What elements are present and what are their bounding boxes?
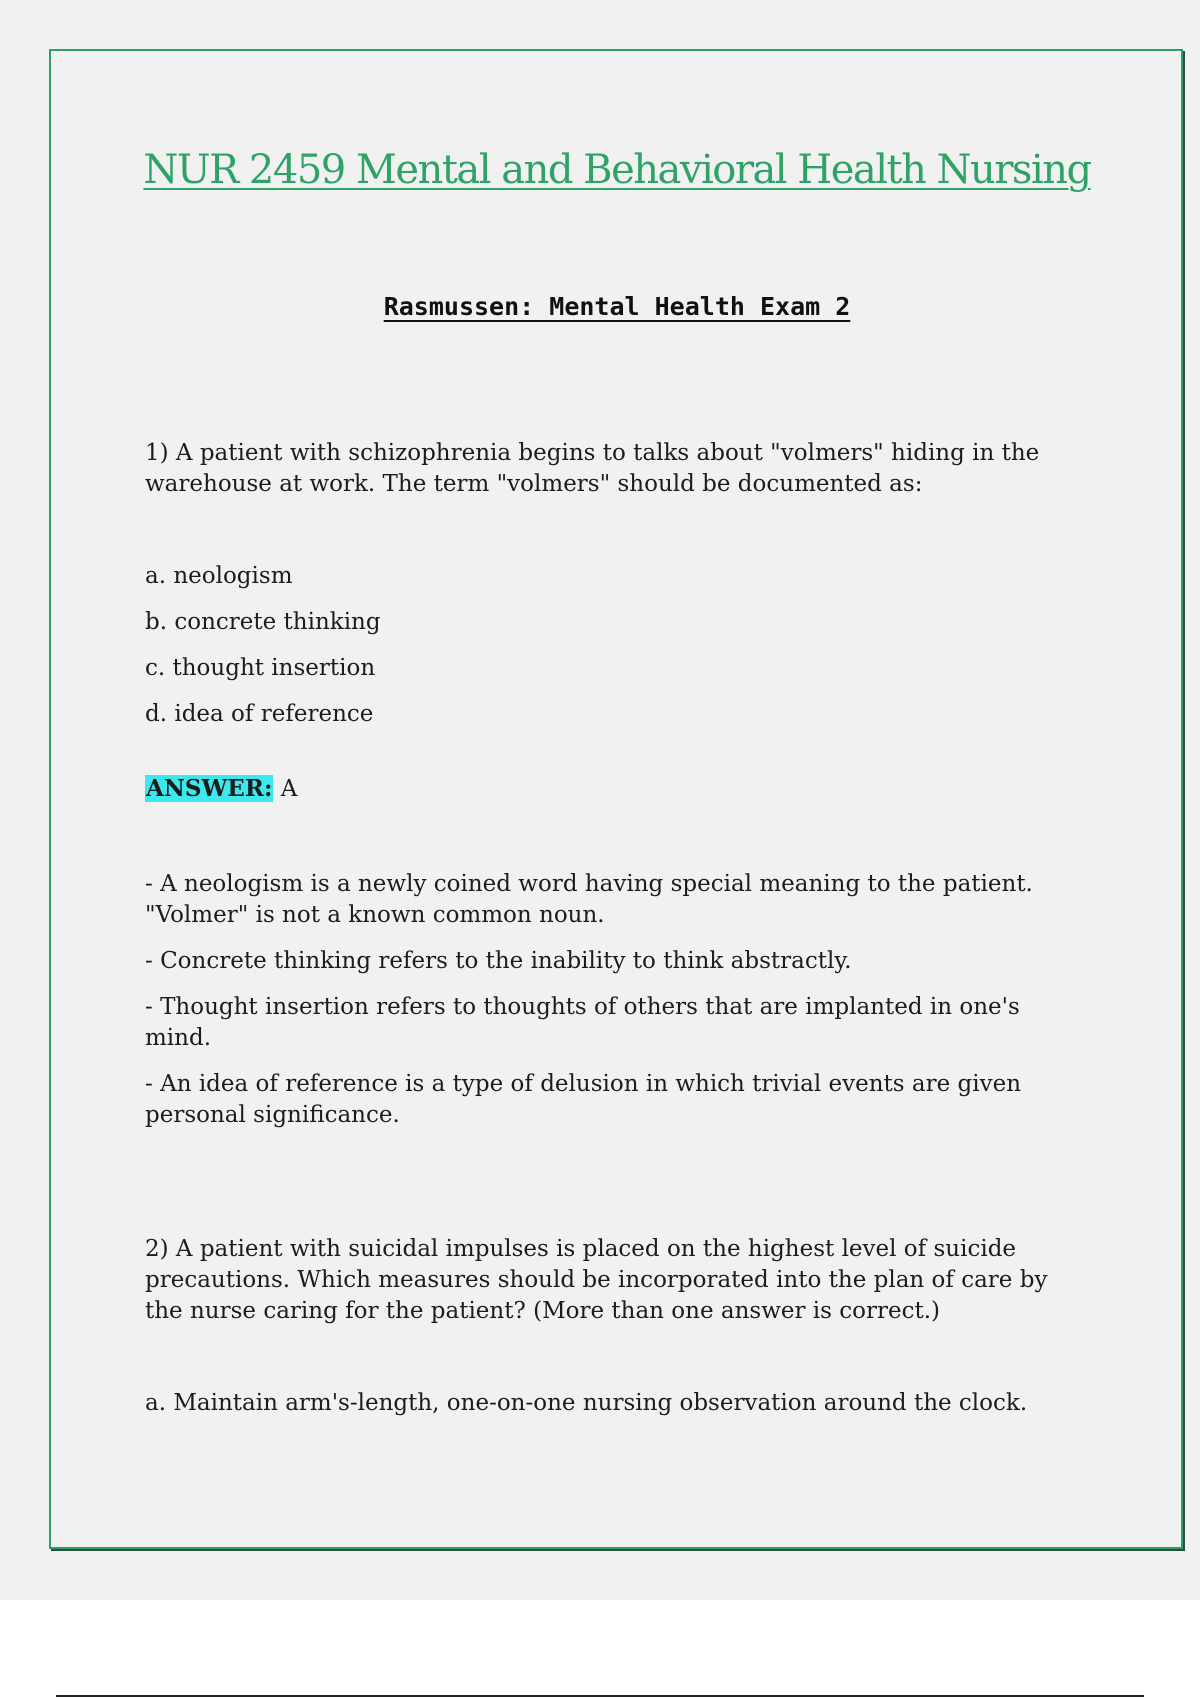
question-1-stem: 1) A patient with schizophrenia begins to talks about "volmers" hiding in the warehouse at work. The term "volmers" should be documented as: — [145, 440, 1040, 497]
explanation-concrete-thinking: - Concrete thinking refers to the inability to think abstractly. — [145, 948, 852, 974]
document-title: NUR 2459 Mental and Behavioral Health Nursing — [143, 147, 1091, 193]
question-1-option-c: c. thought insertion — [145, 655, 376, 681]
question-1-options — [145, 561, 1080, 730]
explanation-idea-of-reference: - An idea of reference is a type of delusion in which trivial events are given personal significance. — [145, 1071, 1022, 1128]
question-1-explanations — [145, 869, 1080, 1131]
document-subtitle: Rasmussen: Mental Health Exam 2 — [383, 292, 851, 321]
question-2-options — [145, 1388, 1080, 1419]
explanation-neologism: - A neologism is a newly coined word having special meaning to the patient. "Volmer" is not a known common noun. — [145, 871, 1033, 928]
answer-value: A — [273, 776, 298, 802]
answer-label: ANSWER: — [146, 775, 273, 802]
question-2-option-a: a. Maintain arm's-length, one-on-one nursing observation around the clock. — [145, 1390, 1028, 1416]
question-1-option-a: a. neologism — [145, 563, 293, 589]
question-1-option-d: d. idea of reference — [145, 701, 374, 727]
document-content — [145, 438, 1080, 1434]
question-2-stem: 2) A patient with suicidal impulses is placed on the highest level of suicide precautions. Which measures should be incorporated into the plan of care by the nurse caring for the patient? (More than one answer is correct.) — [145, 1236, 1048, 1324]
question-1-option-b: b. concrete thinking — [145, 609, 381, 635]
question-1-answer — [145, 773, 1080, 805]
explanation-thought-insertion: - Thought insertion refers to thoughts of others that are implanted in one's mind. — [145, 994, 1020, 1051]
footer-divider — [56, 1695, 1144, 1697]
